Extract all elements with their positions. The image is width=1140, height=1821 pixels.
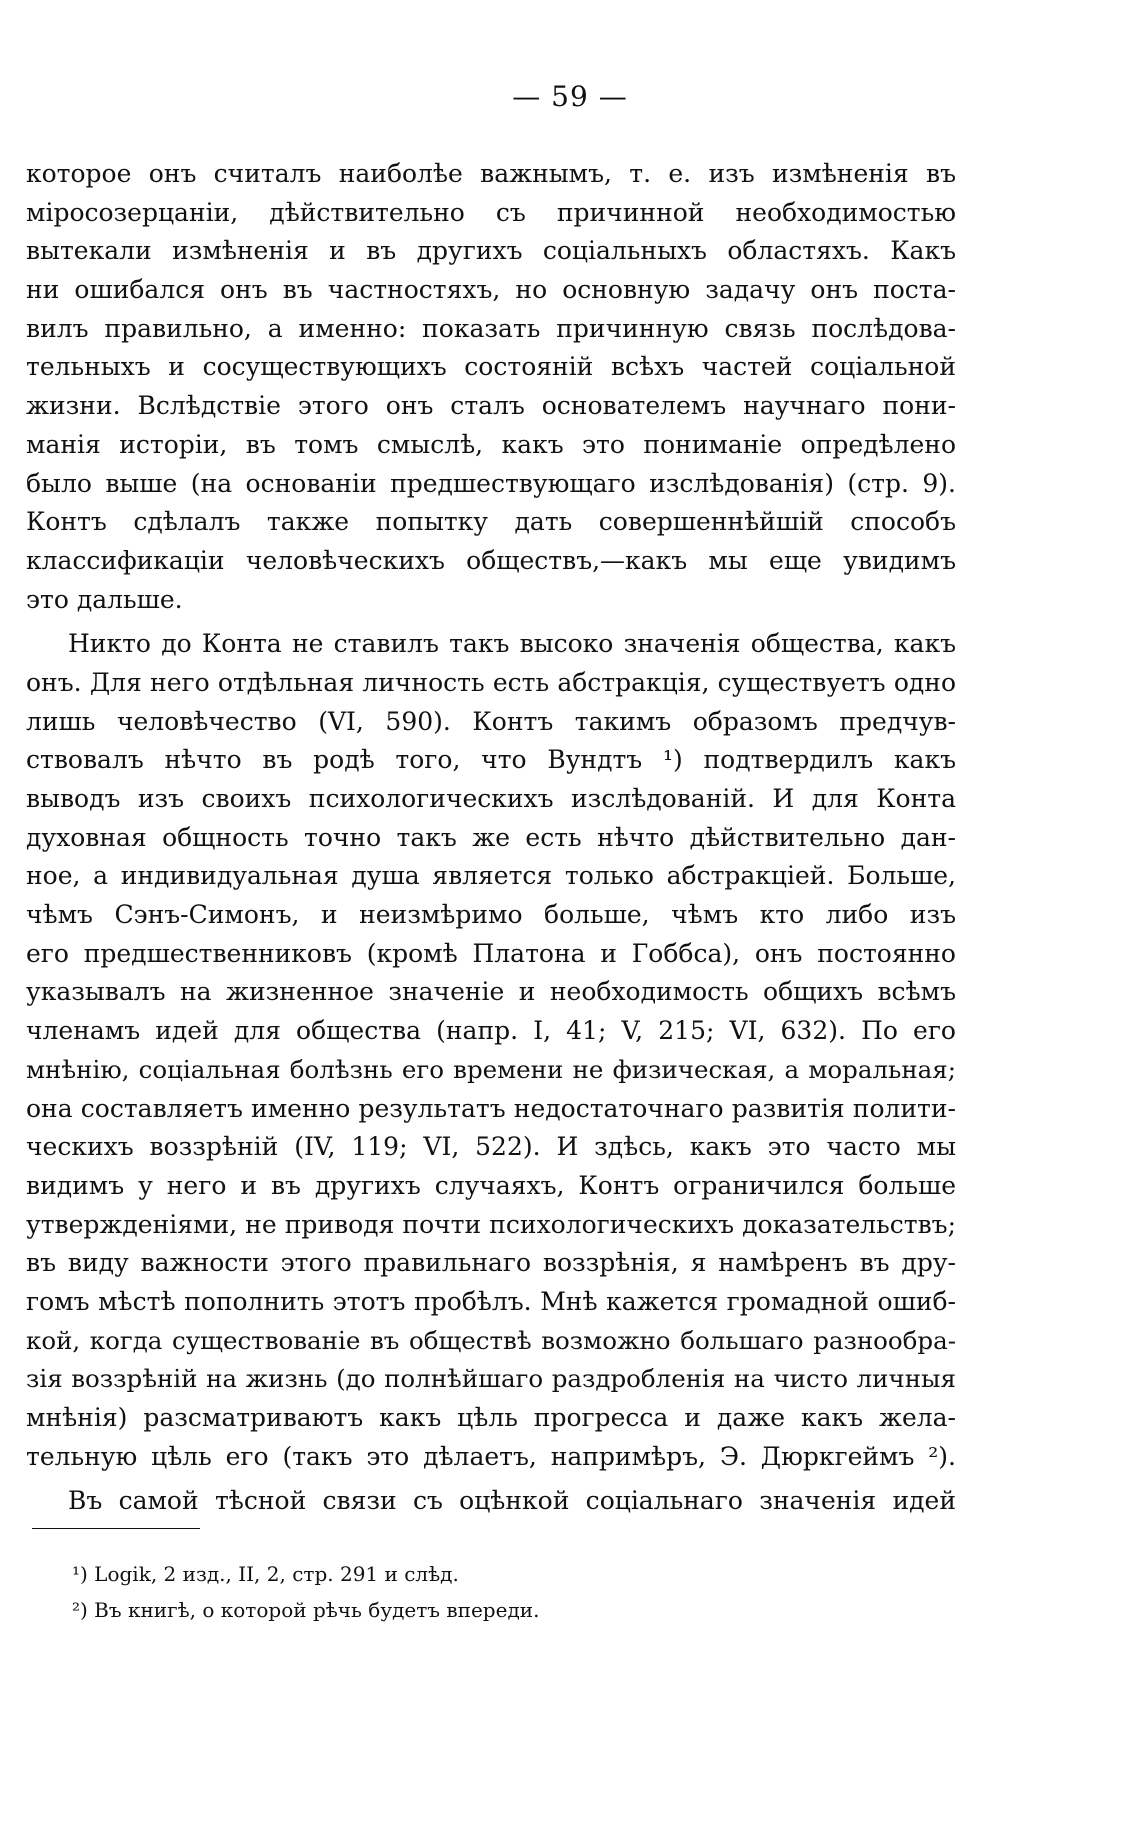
text-line: выводъ изъ своихъ психологическихъ изслѣдованій. И для Конта bbox=[26, 784, 956, 813]
body-text bbox=[26, 155, 956, 1521]
text-line: тельныхъ и сосуществующихъ состояній всѣхъ частей соціальной bbox=[26, 352, 956, 382]
text-line: въ виду важности этого правильнаго воззрѣнія, я намѣренъ въ дру- bbox=[26, 1248, 956, 1278]
text-line: Въ самой тѣсной связи съ оцѣнкой соціальнаго значенія идей bbox=[68, 1486, 956, 1516]
text-line: Никто до Конта не ставилъ такъ высоко значенія общества, какъ bbox=[68, 629, 956, 659]
text-line: ческихъ воззрѣній (IV, 119; VI, 522). И здѣсь, какъ это часто мы bbox=[26, 1132, 956, 1162]
text-line: она составляетъ именно результатъ недостаточнаго развитія полити- bbox=[26, 1093, 956, 1123]
text-line: классификаціи человѣческихъ обществъ,—какъ мы еще увидимъ bbox=[26, 545, 956, 575]
text-line: видимъ у него и въ другихъ случаяхъ, Контъ ограничился больше bbox=[26, 1170, 956, 1200]
page-number: — 59 — bbox=[512, 80, 628, 113]
footnote-2: ²) Въ книгѣ, о которой рѣчь будетъ впереди. bbox=[72, 1598, 540, 1622]
text-line: мнѣнія) разсматриваютъ какъ цѣль прогресса и даже какъ жела- bbox=[26, 1403, 956, 1432]
text-line: было выше (на основаніи предшествующаго изслѣдованія) (стр. 9). bbox=[26, 468, 956, 498]
text-line: духовная общность точно такъ же есть нѣчто дѣйствительно дан- bbox=[26, 822, 956, 852]
text-line: вилъ правильно, а именно: показать причинную связь послѣдова- bbox=[26, 313, 956, 343]
text-line: это дальше. bbox=[26, 584, 183, 614]
footnote-divider bbox=[32, 1528, 200, 1529]
text-line: его предшественниковъ (кромѣ Платона и Гоббса), онъ постоянно bbox=[26, 938, 956, 968]
text-line: указывалъ на жизненное значеніе и необходимость общихъ всѣмъ bbox=[26, 977, 956, 1007]
text-line: зія воззрѣній на жизнь (до полнѣйшаго раздробленія на чисто личныя bbox=[26, 1364, 956, 1394]
text-line: онъ. Для него отдѣльная личность есть абстракція, существуетъ одно bbox=[26, 667, 956, 697]
text-line: ное, а индивидуальная душа является только абстракціей. Больше, bbox=[26, 861, 956, 891]
paragraph bbox=[26, 155, 956, 619]
text-line: гомъ мѣстѣ пополнить этотъ пробѣлъ. Мнѣ кажется громадной ошиб- bbox=[26, 1286, 956, 1316]
text-line: ни ошибался онъ въ частностяхъ, но основную задачу онъ поста- bbox=[26, 275, 956, 305]
text-line: манія исторіи, въ томъ смыслѣ, какъ это пониманіе опредѣлено bbox=[26, 429, 956, 459]
footnotes bbox=[72, 1556, 872, 1628]
text-line: тельную цѣль его (такъ это дѣлаетъ, напримѣръ, Э. Дюркгеймъ ²). bbox=[26, 1441, 956, 1471]
text-line: ствовалъ нѣчто въ родѣ того, что Вундтъ ¹) подтвердилъ какъ bbox=[26, 745, 956, 775]
text-line: лишь человѣчество (VI, 590). Контъ такимъ образомъ предчув- bbox=[26, 706, 956, 736]
text-line: вытекали измѣненія и въ другихъ соціальныхъ областяхъ. Какъ bbox=[26, 236, 956, 266]
text-line: утвержденіями, не приводя почти психологическихъ доказательствъ; bbox=[26, 1209, 956, 1239]
text-line: чѣмъ Сэнъ-Симонъ, и неизмѣримо больше, чѣмъ кто либо изъ bbox=[26, 900, 956, 930]
text-line: которое онъ считалъ наиболѣе важнымъ, т. е. изъ измѣненія въ bbox=[26, 159, 956, 188]
text-line: кой, когда существованіе въ обществѣ возможно большаго разнообра- bbox=[26, 1325, 956, 1355]
text-line: жизни. Вслѣдствіе этого онъ сталъ основателемъ научнаго пони- bbox=[26, 391, 956, 421]
footnote-1: ¹) Logik, 2 изд., II, 2, стр. 291 и слѣд. bbox=[72, 1562, 459, 1586]
paragraph bbox=[26, 625, 956, 1476]
text-line: мнѣнію, соціальная болѣзнь его времени не физическая, а моральная; bbox=[26, 1054, 956, 1084]
paragraph bbox=[26, 1482, 956, 1521]
text-line: міросозерцаніи, дѣйствительно съ причинной необходимостью bbox=[26, 197, 956, 227]
text-line: Контъ сдѣлалъ также попытку дать совершеннѣйшій способъ bbox=[26, 507, 956, 537]
text-line: членамъ идей для общества (напр. I, 41; V, 215; VI, 632). По его bbox=[26, 1016, 956, 1046]
